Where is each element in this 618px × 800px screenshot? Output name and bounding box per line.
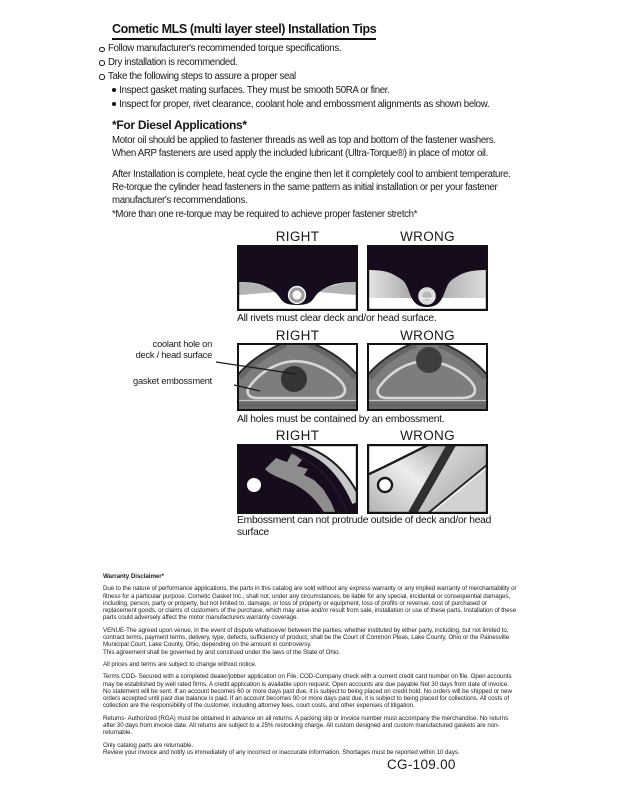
legal-paragraph: Terms COD- Secured with a completed dealer/jobber application on File, COD-Company check with a current credit card number on file. Open accounts may be established by well rated firms. A credit application is available upon request. Open accounts are due payable Net 30 days from date of invoice. No statement will be sent. If an account becomes 60 or more days past due, it is subject to being placed on credit hold. No orders will be shipped or new orders accepted until past due balance is paid. If an account becomes 90 or more days past due, it is subject to being placed for collections. All costs of collection are the responsibility of the customer, including attorney fees, court costs, and other expenses of litigation. [103, 673, 512, 710]
bullet-text: Follow manufacturer's recommended torque specifications. [108, 43, 342, 54]
diagram-caption: All holes must be contained by an embossment. [237, 414, 445, 425]
filled-bullet-icon [112, 102, 116, 106]
bullet-text: Take the following steps to assure a proper seal [108, 70, 296, 82]
right-label: RIGHT [275, 428, 320, 443]
page-title: Cometic MLS (multi layer steel) Installation Tips [112, 22, 376, 40]
bullet-text: Dry installation is recommended. [108, 56, 238, 68]
list-item [99, 98, 529, 112]
paragraph: After Installation is complete, heat cycle the engine then let it completely cool to ambient temperature. Re-torque the cylinder head fasteners in the same pattern as initial installation or per your fastener manufacturer's recommendations. [112, 169, 511, 207]
bullet-text: Inspect gasket mating surfaces. They must be smooth 50RA or finer. [119, 84, 390, 96]
diagram-rivet-right [237, 245, 358, 311]
hole-embossment-right-illustration [237, 343, 358, 411]
diagram-rivet-wrong [367, 245, 488, 311]
open-bullet-icon [99, 60, 105, 66]
list-item [99, 70, 529, 84]
list-item [99, 56, 529, 70]
installation-tips-list [99, 42, 529, 112]
page-number: CG-109.00 [387, 757, 456, 772]
filled-bullet-icon [112, 88, 116, 92]
embossment-protrusion-right-illustration [237, 444, 358, 514]
rivet-clearance-right-illustration [237, 245, 358, 311]
paragraph: Motor oil should be applied to fastener threads as well as top and bottom of the fastener washers. When ARP fasteners are used apply the included lubricant (Ultra-Torque®) in place of motor oil. [112, 135, 496, 160]
embossment-protrusion-wrong-illustration [367, 444, 488, 514]
diagram-protrusion-wrong [367, 444, 488, 514]
legal-paragraph: Only catalog parts are returnable. Review your invoice and notify us immediately of any incorrect or inaccurate information. Shortages must be reported within 10 days. [103, 741, 460, 756]
diagram-caption: All rivets must clear deck and/or head surface. [237, 313, 437, 324]
open-bullet-icon [99, 47, 105, 53]
diagram-hole-wrong [367, 343, 488, 411]
diagram-protrusion-right [237, 444, 358, 514]
bullet-text: Inspect for proper, rivet clearance, coolant hole and embossment alignments as shown below. [119, 98, 490, 110]
wrong-label: WRONG [400, 428, 455, 443]
diagram-hole-right [237, 343, 358, 411]
wrong-label: WRONG [400, 229, 455, 244]
list-item [99, 42, 529, 56]
open-bullet-icon [99, 74, 105, 80]
right-label: RIGHT [275, 328, 320, 343]
wrong-label: WRONG [400, 328, 455, 343]
annotation-coolant-hole: coolant hole on deck / head surface [135, 339, 212, 360]
right-label: RIGHT [275, 229, 320, 244]
rivet-clearance-wrong-illustration [367, 245, 488, 311]
legal-paragraph: VENUE-The agreed upon venue, in the event of dispute whatsoever between the parties, whether instituted by either party, including, but not limited to, contract terms, payment terms, delivery, type, defects, sufficiency of product, shall be the Court of Common Pleas, Lake County, Ohio or the Painesville Municipal Court, Lake County, Ohio, depending on the amount in controversy. This agreement shall be governed by and construed under the laws of the State of Ohio. [103, 626, 510, 656]
list-item [99, 84, 529, 98]
legal-paragraph: Returns- Authorized (RGA) must be obtained in advance on all returns. A packing slip or invoice number must accompany the merchandise. No returns after 30 days from invoice date. All returns are subject to a 25% restocking charge. All custom designed and custom manufactured gaskets are non-returnable. [103, 714, 509, 737]
hole-embossment-wrong-illustration [367, 343, 488, 411]
legal-paragraph: All prices and terms are subject to change without notice. [103, 660, 257, 668]
legal-heading: Warranty Disclaimer* [103, 573, 165, 580]
paragraph: *More than one re-torque may be required to achieve proper fastener stretch* [112, 209, 418, 220]
diesel-heading: *For Diesel Applications* [112, 118, 247, 132]
diagram-caption: Embossment can not protrude outside of deck and/or head surface [237, 515, 492, 539]
warranty-disclaimer-block [103, 573, 517, 761]
annotation-gasket-embossment: gasket embossment [133, 376, 212, 386]
legal-paragraph: Due to the nature of performance applications, the parts in this catalog are sold without any express warranty or any implied warranty of merchantability or fitness for a particular purpose. Cometic Gasket Inc., shall not, under any circumstances, be liable for any special, incidental or consequential damages, including, person, party or property, but not limited to, damage, or loss of property or equipment, loss of profits or revenue, cost of purchased or replacement goods, or claims of customers of the purchase, which may arise and/or result from sale, installation or use of these parts. Installation of these parts could adversely affect the motor manufacturers warranty coverage. [103, 585, 517, 622]
